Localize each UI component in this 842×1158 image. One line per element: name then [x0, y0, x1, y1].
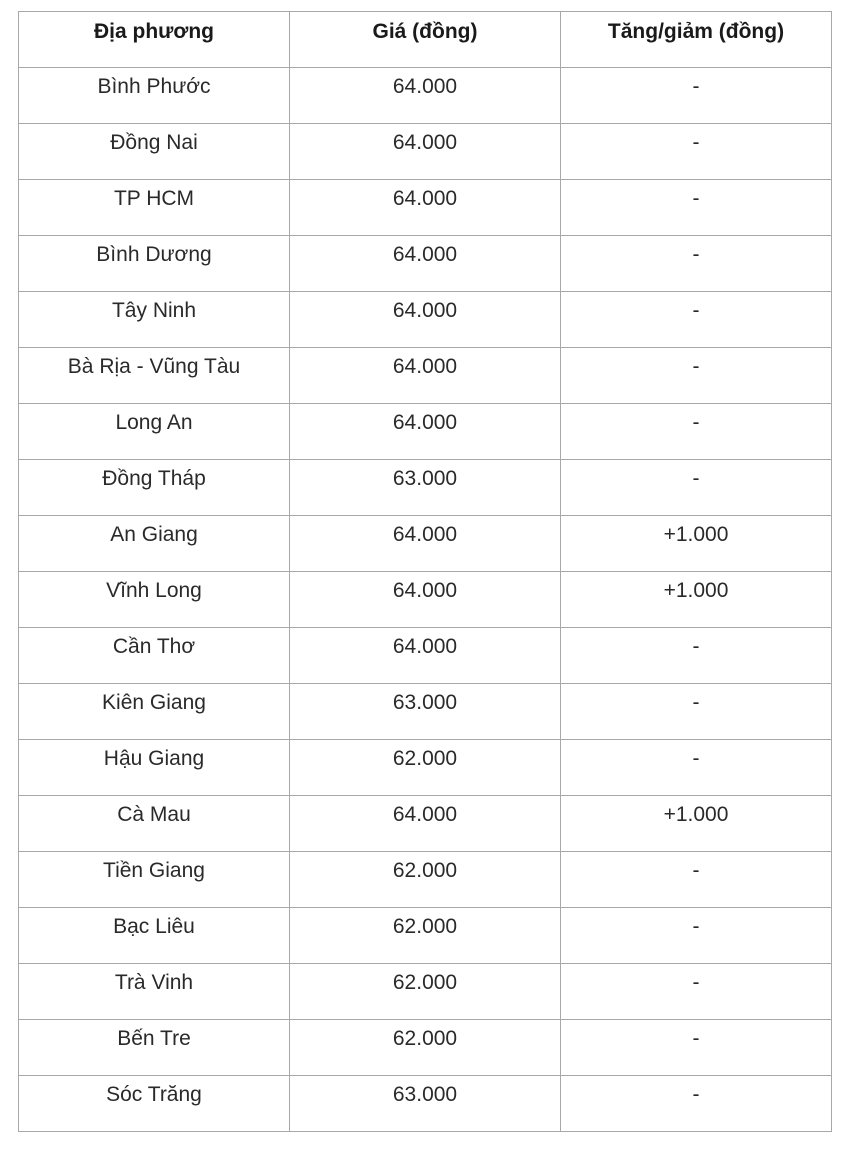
change-cell: -: [561, 404, 832, 460]
table-row: [19, 180, 832, 236]
location-cell: Đồng Nai: [19, 124, 290, 180]
price-cell: 62.000: [290, 908, 561, 964]
table-row: [19, 1020, 832, 1076]
price-cell: 64.000: [290, 628, 561, 684]
change-cell: +1.000: [561, 572, 832, 628]
table-row: [19, 1076, 832, 1132]
change-cell: +1.000: [561, 516, 832, 572]
price-cell: 62.000: [290, 964, 561, 1020]
location-cell: Bình Phước: [19, 68, 290, 124]
table-row: [19, 68, 832, 124]
table-row: [19, 684, 832, 740]
header-price: Giá (đồng): [290, 12, 561, 68]
change-cell: +1.000: [561, 796, 832, 852]
table-row: [19, 796, 832, 852]
table-row: [19, 124, 832, 180]
location-cell: An Giang: [19, 516, 290, 572]
change-cell: -: [561, 852, 832, 908]
change-cell: -: [561, 180, 832, 236]
location-cell: Trà Vinh: [19, 964, 290, 1020]
change-cell: -: [561, 236, 832, 292]
change-cell: -: [561, 684, 832, 740]
price-cell: 63.000: [290, 460, 561, 516]
location-cell: Tiền Giang: [19, 852, 290, 908]
price-cell: 64.000: [290, 796, 561, 852]
location-cell: Cần Thơ: [19, 628, 290, 684]
location-cell: Bà Rịa - Vũng Tàu: [19, 348, 290, 404]
location-cell: Bạc Liêu: [19, 908, 290, 964]
location-cell: Hậu Giang: [19, 740, 290, 796]
table-row: [19, 964, 832, 1020]
change-cell: -: [561, 1076, 832, 1132]
price-cell: 64.000: [290, 124, 561, 180]
location-cell: Tây Ninh: [19, 292, 290, 348]
change-cell: -: [561, 964, 832, 1020]
price-cell: 63.000: [290, 1076, 561, 1132]
location-cell: Kiên Giang: [19, 684, 290, 740]
table-row: [19, 292, 832, 348]
change-cell: -: [561, 124, 832, 180]
price-table: [18, 11, 832, 1132]
header-location: Địa phương: [19, 12, 290, 68]
location-cell: Cà Mau: [19, 796, 290, 852]
location-cell: Vĩnh Long: [19, 572, 290, 628]
table-row: [19, 236, 832, 292]
table-row: [19, 404, 832, 460]
price-cell: 64.000: [290, 68, 561, 124]
table-row: [19, 852, 832, 908]
location-cell: Đồng Tháp: [19, 460, 290, 516]
table-body: [19, 68, 832, 1132]
change-cell: -: [561, 68, 832, 124]
table-row: [19, 908, 832, 964]
location-cell: TP HCM: [19, 180, 290, 236]
change-cell: -: [561, 292, 832, 348]
table-row: [19, 460, 832, 516]
location-cell: Long An: [19, 404, 290, 460]
header-row: [19, 12, 832, 68]
table-header: [19, 12, 832, 68]
price-cell: 64.000: [290, 292, 561, 348]
price-cell: 64.000: [290, 180, 561, 236]
change-cell: -: [561, 1020, 832, 1076]
table-row: [19, 516, 832, 572]
change-cell: -: [561, 740, 832, 796]
price-cell: 64.000: [290, 348, 561, 404]
price-cell: 64.000: [290, 516, 561, 572]
table-row: [19, 348, 832, 404]
change-cell: -: [561, 628, 832, 684]
price-cell: 64.000: [290, 404, 561, 460]
price-cell: 64.000: [290, 572, 561, 628]
table-row: [19, 740, 832, 796]
location-cell: Sóc Trăng: [19, 1076, 290, 1132]
change-cell: -: [561, 908, 832, 964]
change-cell: -: [561, 460, 832, 516]
change-cell: -: [561, 348, 832, 404]
price-cell: 63.000: [290, 684, 561, 740]
price-cell: 62.000: [290, 852, 561, 908]
location-cell: Bến Tre: [19, 1020, 290, 1076]
table-row: [19, 628, 832, 684]
price-cell: 62.000: [290, 1020, 561, 1076]
price-cell: 64.000: [290, 236, 561, 292]
location-cell: Bình Dương: [19, 236, 290, 292]
header-change: Tăng/giảm (đồng): [561, 12, 832, 68]
price-cell: 62.000: [290, 740, 561, 796]
table-row: [19, 572, 832, 628]
